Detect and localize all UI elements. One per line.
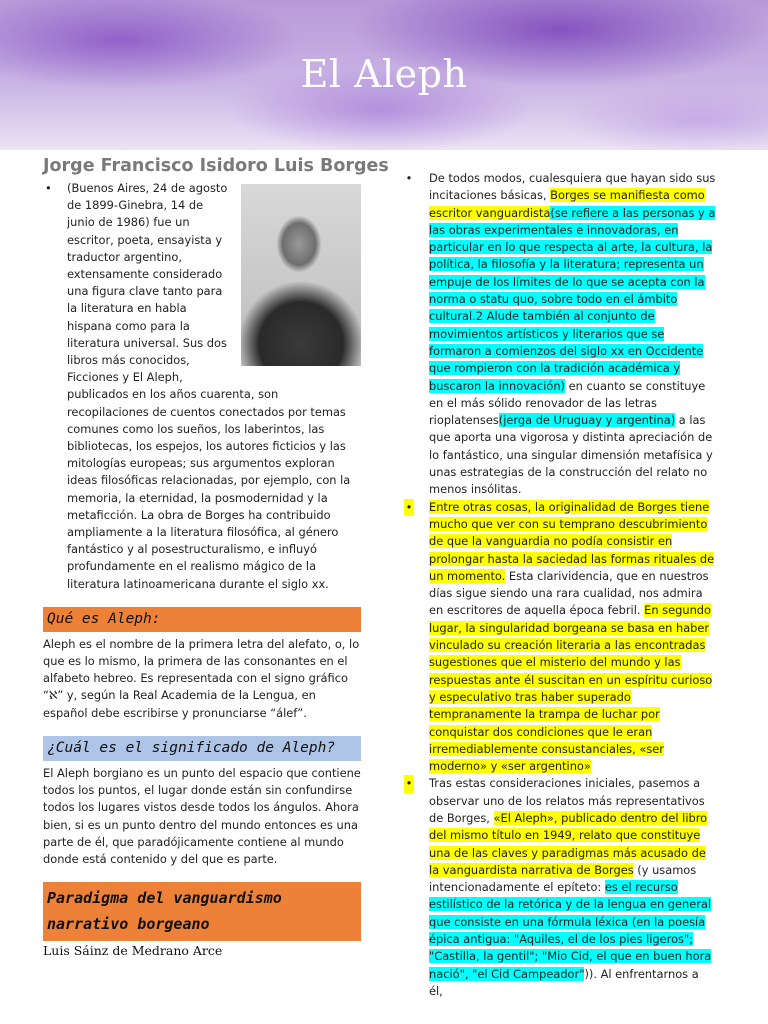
biography-text-rest: Ficciones y El Aleph, publicados en los años cuarenta, son recopilaciones de cuentos conectados por temas comunes como los sueños, los laberintos, las bibliotecas, los espejos, los autores ficticios y las mitologías europeas; sus argumentos exploran ideas filosóficas relacionadas, por ejemplo, con la memoria, la eternidad, la posmodernidad y la metaficción. La obra de Borges ha contribuido ampliamente a la literatura filosófica, al género fantástico y al posestructuralismo, e influyó profundamente en el realismo mágico de la literatura latinoamericana durante el siglo xx. xyxy=(67,370,351,591)
author-name: Jorge Francisco Isidoro Luis Borges xyxy=(43,156,389,176)
biography-text-top: (Buenos Aires, 24 de agosto de 1899-Ginebra, 14 de junio de 1986) fue un escritor, poeta, ensayista y traductor argentino, extensamente considerado una figura clave tanto para la literatura en habla hispana como para la literatura universal. Sus dos libros más conocidos, xyxy=(67,181,228,368)
bullet-icon: • xyxy=(45,181,52,195)
list-item xyxy=(404,499,716,776)
left-column xyxy=(43,156,389,959)
text-run: )). Al enfrentarnos a él, xyxy=(429,966,699,998)
bullet-icon: • xyxy=(405,171,413,185)
highlight-yellow: En segundo lugar, la singularidad borgeana se basa en haber vinculado su creación literaria a las encontradas sugestiones que el misterio del mundo y las respuestas ante él suscitan en un espíritu curioso y especulativo tras haber superado tempranamente la trampa de luchar por conquistar dos condiciones que le eran irremediablemente consustanciales, «ser moderno» y «ser argentino» xyxy=(429,603,713,774)
text-run: Tras estas consideraciones iniciales, pasemos a observar uno de los relatos más representativos de Borges, xyxy=(429,776,705,825)
text-run: (y usamos intencionadamente el epíteto: xyxy=(429,862,697,895)
paragraph-significado-aleph: El Aleph borgiano es un punto del espacio que contiene todos los puntos, el lugar donde están sin confundirse todos los lugares vistos desde todos los ángulos. Ahora bien, si es un punto dentro del mundo entonces es una parte de él, que paradójicamente contiene al mundo donde está contenido y del que es parte. xyxy=(43,765,361,866)
heading-que-es-aleph: Qué es Aleph: xyxy=(43,607,361,632)
right-column xyxy=(404,170,716,1000)
bullet-icon: • xyxy=(404,499,414,516)
text-run: Esta clarividencia, que en nuestros días sigue siendo una rara cualidad, nos admira en escritores de aquella época febril. xyxy=(429,568,709,618)
title-banner xyxy=(0,0,768,150)
list-item xyxy=(404,775,716,1000)
heading-paradigma: Paradigma del vanguardismo narrativo borgeano xyxy=(43,882,361,941)
author-caption: Luis Sáinz de Medrano Arce xyxy=(43,943,223,959)
list-item xyxy=(404,170,716,499)
heading-significado-aleph: ¿Cuál es el significado de Aleph? xyxy=(43,736,361,761)
highlight-yellow: Borges se manifiesta como escritor vanguardista xyxy=(429,188,705,220)
paragraph-que-es-aleph: Aleph es el nombre de la primera letra del alefato, o, lo que es lo mismo, la primera de las consonantes en el alfabeto hebreo. Es representada con el signo gráfico “ℵ” y, según la Real Academia de la Lengua, en español debe escribirse y pronunciarse “álef”. xyxy=(43,636,360,720)
bullet-icon: • xyxy=(404,775,414,792)
highlight-yellow: Entre otras cosas, la originalidad de Borges tiene mucho que ver con su temprano descubrimiento de que la vanguardia no podía consistir en prolongar hasta la saciedad las formas rituales de un momento. xyxy=(429,499,715,583)
borges-portrait-photo xyxy=(241,184,361,366)
highlight-cyan: (jerga de Uruguay y argentina) xyxy=(498,413,676,428)
text-run: De todos modos, cualesquiera que hayan sido sus incitaciones básicas, xyxy=(429,171,716,203)
highlight-cyan: (se refiere a las personas y a las obras experimentales e innovadoras, en particular en lo que respecta al arte, la cultura, la política, la filosofía y la literatura; representa un empuje de los límites de lo que se acepta con la norma o statu quo, sobre todo en el ámbito cultural.2 Alude también al conjunto de movimientos artísticos y literarios que se formaron a comienzos del siglo xx en Occidente que rompieron con la tradición académica y buscaron la innovación) xyxy=(429,205,716,393)
document-title: El Aleph xyxy=(300,52,468,96)
text-run: en cuanto se constituye en el más sólido renovador de las letras rioplatenses xyxy=(429,378,706,428)
highlight-cyan: es el recurso estilístico de la retórica y de la lengua en general que consiste en una fórmula léxica (en la poesía épica antigua: "Aquiles, el de los pies ligeros"; "Castilla, la gentil"; "Mio Cid, el que en buen hora nació", "el Cid Campeador" xyxy=(429,880,712,981)
biography xyxy=(43,180,361,593)
highlight-yellow: «El Aleph», publicado dentro del libro del mismo título en 1949, relato que constituye una de las claves y paradigmas más acusado de la vanguardista narrativa de Borges xyxy=(429,810,708,877)
text-run: a las que aporta una vigorosa y distinta apreciación de lo fantástico, una singular dimensión metafísica y unas estrategias de la construcción del relato no menos insólitas. xyxy=(429,413,713,497)
